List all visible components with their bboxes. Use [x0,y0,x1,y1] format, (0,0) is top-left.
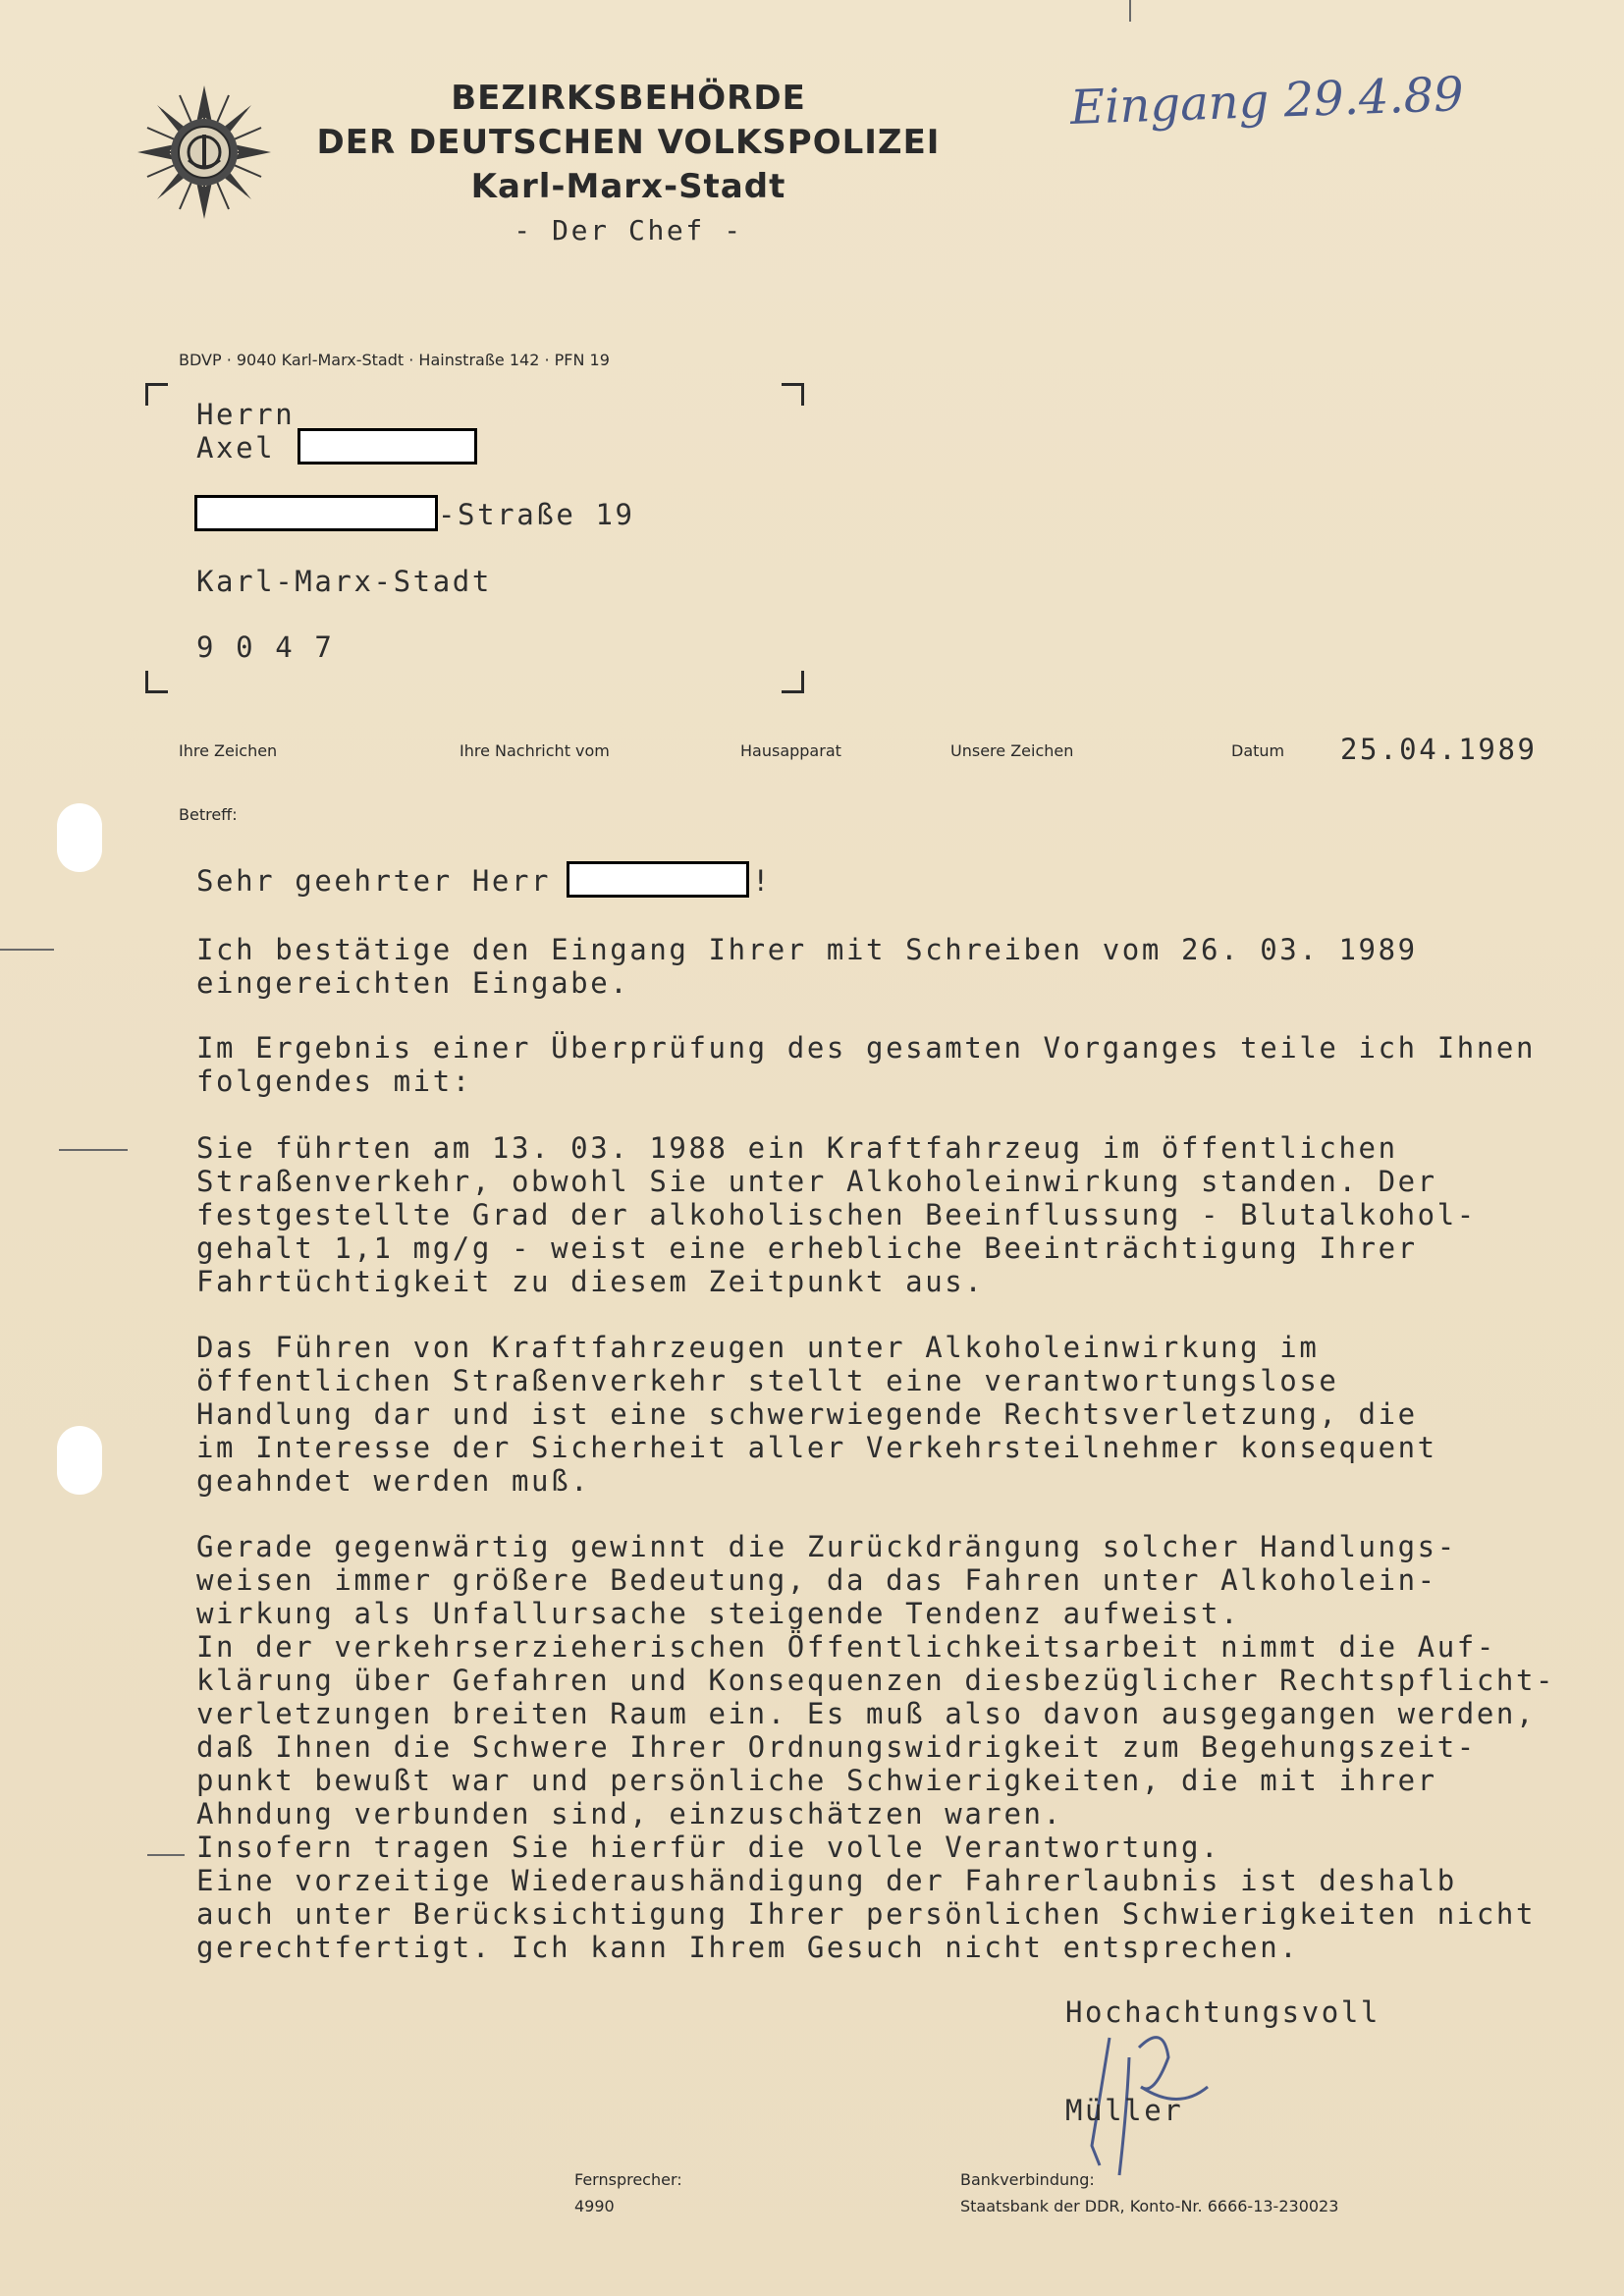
letterhead-line-4: - Der Chef - [514,214,743,246]
address-first-name: Axel [196,431,276,465]
datum-value: 25.04.1989 [1340,733,1538,766]
address-corner-top-left [145,383,168,406]
footer-bank-label: Bankverbindung: [960,2170,1095,2189]
body-paragraph-2: Im Ergebnis einer Überprüfung des gesamten Vorganges teile ich Ihnen folgendes mit: [196,1031,1537,1098]
fold-mark-2 [59,1149,128,1151]
letterhead-line-3: Karl-Marx-Stadt [470,167,786,206]
footer-bank-value: Staatsbank der DDR, Konto-Nr. 6666-13-230023 [960,2197,1339,2215]
address-corner-top-right [782,383,804,406]
footer-phone-value: 4990 [574,2197,615,2215]
redacted-greeting-surname [567,861,749,898]
footer-phone-label: Fernsprecher: [574,2170,682,2189]
sender-line: BDVP · 9040 Karl-Marx-Stadt · Hainstraße 142 · PFN 19 [179,351,610,369]
receipt-stamp: Eingang 29.4.89 [1069,67,1465,136]
police-star-emblem-icon [135,83,273,221]
fold-mark-3 [147,1854,185,1856]
letterhead-line-2: DER DEUTSCHEN VOLKSPOLIZEI [316,123,941,162]
redacted-street-name [194,495,438,531]
address-city: Karl-Marx-Stadt [196,565,492,598]
top-edge-mark [1129,0,1131,22]
body-paragraph-5: Gerade gegenwärtig gewinnt die Zurückdrängung solcher Handlungs- weisen immer größere Bedeutung, da das Fahren unter Alkoholein- wirkung als Unfallursache steigende Tendenz aufweist. In der verkehrserzieherischen Öffentlichkeitsarbeit nimmt die Auf- klärung über Gefahren und Konsequenzen diesbezüglicher Rechtspflicht- verletzungen breiten Raum ein. Es muß also davon ausgegangen werden, daß Ihnen die Schwere Ihrer Ordnungswidrigkeit zum Begehungszeit- punkt bewußt war und persönliche Schwierigkeiten, die mit ihrer Ahndung verbunden sind, einzuschätzen waren. Insofern tragen Sie hierfür die volle Verantwortung. Eine vorzeitige Wiederaushändigung der Fahrerlaubnis ist deshalb auch unter Berücksichtigung Ihrer persönlichen Schwierigkeiten nicht gerechtfertigt. Ich kann Ihrem Gesuch nicht entsprechen. [196,1530,1556,1964]
unsere-zeichen-label: Unsere Zeichen [950,741,1074,760]
body-paragraph-4: Das Führen von Kraftfahrzeugen unter Alkoholeinwirkung im öffentlichen Straßenverkehr stellt eine verantwortungslose Handlung dar und ist eine schwerwiegende Rechtsverletzung, die im Interesse der Sicherheit aller Verkehrsteilnehmer konsequent geahndet werden muß. [196,1331,1437,1498]
address-corner-bottom-left [145,671,168,693]
betreff-label: Betreff: [179,805,238,824]
fold-mark-1 [0,949,54,951]
punch-hole-bottom [57,1426,102,1495]
closing-name: Müller [1065,2094,1184,2127]
closing-text: Hochachtungsvoll [1065,1995,1380,2029]
hausapparat-label: Hausapparat [740,741,841,760]
punch-hole-top [57,803,102,872]
address-corner-bottom-right [782,671,804,693]
letterhead-line-1: BEZIRKSBEHÖRDE [451,79,806,118]
address-salutation: Herrn [196,398,296,431]
datum-label: Datum [1231,741,1285,760]
greeting-prefix: Sehr geehrter Herr [196,864,552,898]
ihre-nachricht-label: Ihre Nachricht vom [460,741,610,760]
greeting-suffix: ! [752,864,773,898]
body-paragraph-3: Sie führten am 13. 03. 1988 ein Kraftfahrzeug im öffentlichen Straßenverkehr, obwohl Sie unter Alkoholeinwirkung standen. Der festgestellte Grad der alkoholischen Beeinflussung - Blutalkohol- gehalt 1,1 mg/g - weist eine erhebliche Beeinträchtigung Ihrer Fahrtüchtigkeit zu diesem Zeitpunkt aus. [196,1131,1477,1298]
address-postcode: 9 0 4 7 [196,630,335,664]
body-paragraph-1: Ich bestätige den Eingang Ihrer mit Schreiben vom 26. 03. 1989 eingereichten Eingabe. [196,933,1418,1000]
redacted-surname [298,428,477,465]
ihre-zeichen-label: Ihre Zeichen [179,741,278,760]
address-street-suffix: -Straße 19 [438,498,635,531]
